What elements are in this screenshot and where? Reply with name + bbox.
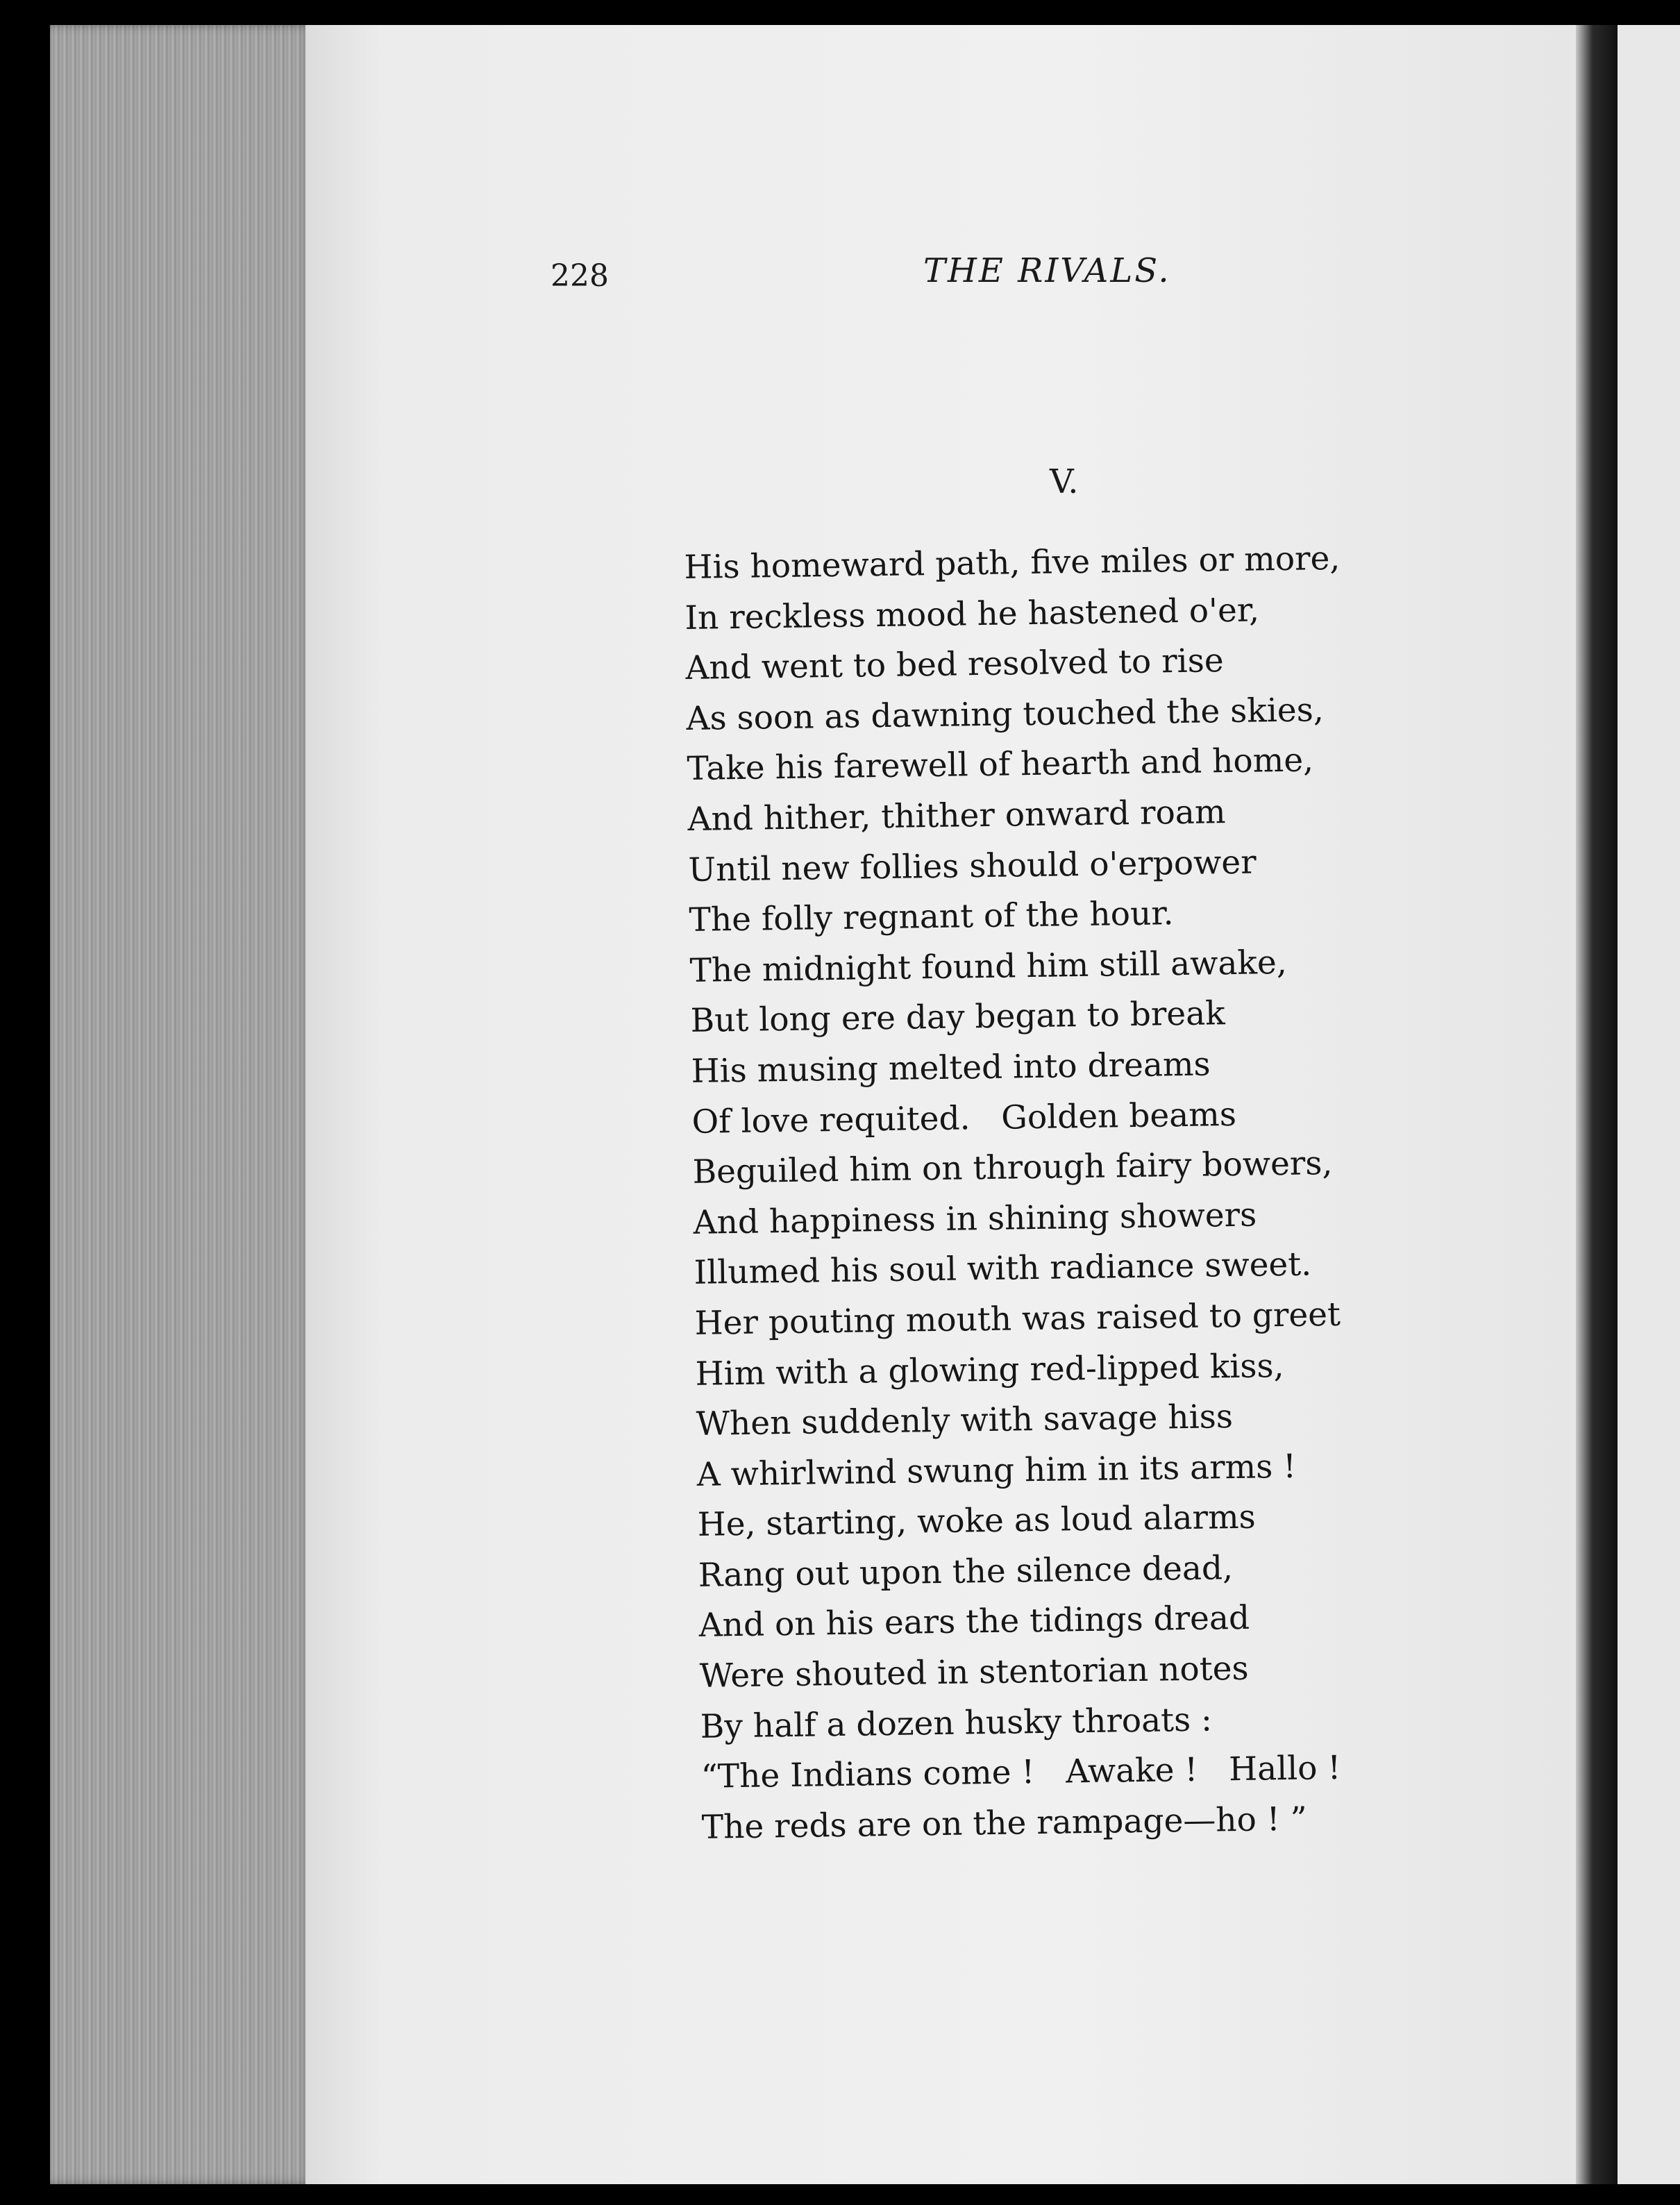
poem-line: Until new follies should o'erpower [688, 843, 1257, 889]
poem-line: The folly regnant of the hour. [689, 894, 1174, 940]
poem-line: By half a dozen husky throats : [700, 1700, 1213, 1746]
poem-line: Beguiled him on through fairy bowers, [692, 1144, 1333, 1192]
poem-line: Her pouting mouth was raised to greet [694, 1295, 1341, 1343]
poem-line: Rang out upon the silence dead, [698, 1548, 1234, 1595]
poem-line: And on his ears the tidings dread [698, 1599, 1250, 1645]
poem-line: Were shouted in stentorian notes [699, 1649, 1249, 1695]
gutter-shadow [1576, 25, 1618, 2184]
page-number: 228 [551, 258, 609, 294]
facing-page-edge [1618, 25, 1680, 2184]
poem-line: The midnight found him still awake, [689, 943, 1288, 990]
poem-line: As soon as dawning touched the skies, [686, 690, 1325, 738]
poem-line: Take his farewell of hearth and home, [687, 741, 1314, 789]
poem-line: Of love requited. Golden beams [691, 1095, 1237, 1141]
poem-line: He, starting, woke as loud alarms [697, 1498, 1257, 1545]
poem-line: When suddenly with savage hiss [696, 1398, 1234, 1443]
poem-line: A whirlwind swung him in its arms ! [696, 1447, 1297, 1494]
poem-line: His homeward path, five miles or more, [684, 539, 1341, 587]
poem-line: “The Indians come ! Awake ! Hallo ! [700, 1749, 1341, 1797]
poem-line: But long ere day began to break [690, 994, 1226, 1041]
poem-line: Him with a glowing red-lipped kiss, [695, 1346, 1284, 1393]
poem-line: His musing melted into dreams [691, 1045, 1211, 1091]
poem-line: In reckless mood he hastened o'er, [684, 591, 1260, 637]
poem-stanza [684, 532, 1479, 1853]
poem-line: Illumed his soul with radiance sweet. [694, 1245, 1312, 1293]
running-head: THE RIVALS. [923, 251, 1171, 290]
poem-line: The reds are on the rampage—ho ! ” [701, 1800, 1308, 1847]
poem-line: And hither, thither onward roam [687, 793, 1226, 839]
page-edges [50, 25, 314, 2184]
poem-line: And happiness in shining showers [693, 1196, 1257, 1242]
stanza-number: V. [1050, 462, 1079, 501]
poem-line: And went to bed resolved to rise [685, 642, 1224, 688]
